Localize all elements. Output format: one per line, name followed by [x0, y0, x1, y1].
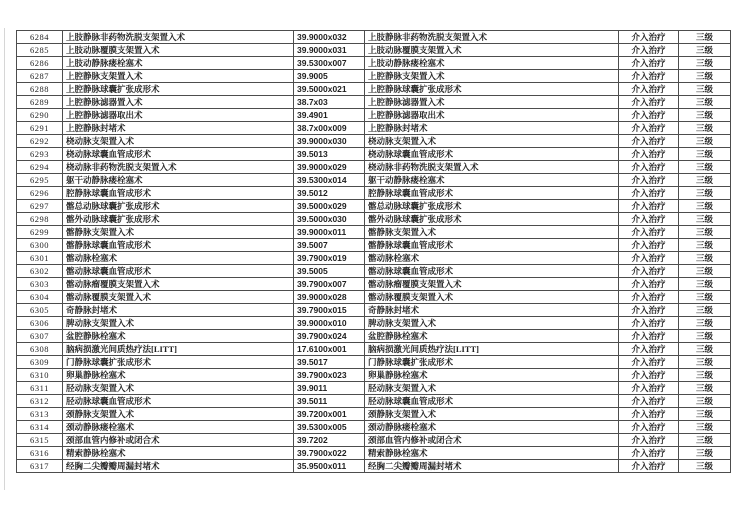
table-row	[17, 83, 731, 96]
table-row	[17, 408, 731, 421]
category-cell: 介入治疗	[619, 265, 679, 278]
procedure-code-cell: 39.7900x019	[294, 252, 365, 265]
level-cell: 三级	[679, 408, 731, 421]
category-cell: 介入治疗	[619, 408, 679, 421]
category-cell: 介入治疗	[619, 421, 679, 434]
table-row	[17, 291, 731, 304]
seq-cell: 6312	[17, 395, 63, 408]
category-cell: 介入治疗	[619, 330, 679, 343]
seq-cell: 6300	[17, 239, 63, 252]
seq-cell: 6295	[17, 174, 63, 187]
procedure-name-repeat-cell: 髂动脉栓塞术	[365, 252, 619, 265]
table-row	[17, 265, 731, 278]
table-row	[17, 109, 731, 122]
procedure-name-cell: 颈部血管内修补或闭合术	[63, 434, 294, 447]
table-row	[17, 31, 731, 44]
procedure-name-repeat-cell: 上肢动脉覆膜支架置入术	[365, 44, 619, 57]
table-row	[17, 395, 731, 408]
table-row	[17, 122, 731, 135]
table-row	[17, 135, 731, 148]
seq-cell: 6302	[17, 265, 63, 278]
procedure-code-cell: 39.5012	[294, 187, 365, 200]
procedure-name-cell: 桡动脉非药物洗脱支架置入术	[63, 161, 294, 174]
procedure-name-repeat-cell: 脑病损激光间质热疗法[LITT]	[365, 343, 619, 356]
seq-cell: 6311	[17, 382, 63, 395]
procedure-name-repeat-cell: 颈部血管内修补或闭合术	[365, 434, 619, 447]
procedure-name-repeat-cell: 门静脉球囊扩张成形术	[365, 356, 619, 369]
seq-cell: 6292	[17, 135, 63, 148]
level-cell: 三级	[679, 421, 731, 434]
table-row	[17, 187, 731, 200]
level-cell: 三级	[679, 83, 731, 96]
procedure-code-cell: 39.9000x032	[294, 31, 365, 44]
category-cell: 介入治疗	[619, 278, 679, 291]
procedure-name-cell: 桡动脉球囊血管成形术	[63, 148, 294, 161]
category-cell: 介入治疗	[619, 135, 679, 148]
category-cell: 介入治疗	[619, 226, 679, 239]
procedure-code-cell: 39.5300x005	[294, 421, 365, 434]
procedure-name-repeat-cell: 上腔静脉球囊扩张成形术	[365, 83, 619, 96]
table-row	[17, 369, 731, 382]
procedure-name-repeat-cell: 髂动脉覆膜支架置入术	[365, 291, 619, 304]
procedure-code-cell: 39.5011	[294, 395, 365, 408]
table-row	[17, 460, 731, 473]
procedure-code-cell: 39.7900x015	[294, 304, 365, 317]
category-cell: 介入治疗	[619, 369, 679, 382]
procedure-name-repeat-cell: 脾动脉支架置入术	[365, 317, 619, 330]
procedure-code-cell: 39.5300x014	[294, 174, 365, 187]
procedure-name-repeat-cell: 髂外动脉球囊扩张成形术	[365, 213, 619, 226]
level-cell: 三级	[679, 96, 731, 109]
procedure-name-repeat-cell: 髂静脉支架置入术	[365, 226, 619, 239]
page-edge-line	[4, 28, 5, 490]
procedure-code-cell: 39.7200x001	[294, 408, 365, 421]
seq-cell: 6297	[17, 200, 63, 213]
table-row	[17, 317, 731, 330]
procedure-name-cell: 奇静脉封堵术	[63, 304, 294, 317]
seq-cell: 6306	[17, 317, 63, 330]
procedure-name-cell: 门静脉球囊扩张成形术	[63, 356, 294, 369]
level-cell: 三级	[679, 369, 731, 382]
category-cell: 介入治疗	[619, 31, 679, 44]
procedure-code-cell: 39.7900x023	[294, 369, 365, 382]
seq-cell: 6315	[17, 434, 63, 447]
table-row	[17, 70, 731, 83]
procedure-name-cell: 上腔静脉封堵术	[63, 122, 294, 135]
table-row	[17, 174, 731, 187]
procedure-name-cell: 上肢动静脉瘘栓塞术	[63, 57, 294, 70]
category-cell: 介入治疗	[619, 187, 679, 200]
level-cell: 三级	[679, 265, 731, 278]
category-cell: 介入治疗	[619, 382, 679, 395]
procedure-name-repeat-cell: 髂总动脉球囊扩张成形术	[365, 200, 619, 213]
procedure-name-repeat-cell: 胫动脉球囊血管成形术	[365, 395, 619, 408]
category-cell: 介入治疗	[619, 161, 679, 174]
procedure-name-repeat-cell: 桡动脉非药物洗脱支架置入术	[365, 161, 619, 174]
procedure-name-cell: 颈动静脉瘘栓塞术	[63, 421, 294, 434]
procedure-name-repeat-cell: 腔静脉球囊血管成形术	[365, 187, 619, 200]
procedure-code-cell: 39.7900x007	[294, 278, 365, 291]
seq-cell: 6304	[17, 291, 63, 304]
procedure-name-cell: 躯干动静脉瘘栓塞术	[63, 174, 294, 187]
seq-cell: 6296	[17, 187, 63, 200]
procedure-name-repeat-cell: 胫动脉支架置入术	[365, 382, 619, 395]
table-row	[17, 148, 731, 161]
level-cell: 三级	[679, 226, 731, 239]
procedure-name-repeat-cell: 桡动脉球囊血管成形术	[365, 148, 619, 161]
procedure-name-cell: 经胸二尖瓣瓣周漏封堵术	[63, 460, 294, 473]
procedure-code-cell: 38.7x03	[294, 96, 365, 109]
category-cell: 介入治疗	[619, 434, 679, 447]
procedure-code-cell: 39.7900x024	[294, 330, 365, 343]
category-cell: 介入治疗	[619, 122, 679, 135]
procedure-name-cell: 盆腔静脉栓塞术	[63, 330, 294, 343]
seq-cell: 6317	[17, 460, 63, 473]
procedure-code-cell: 39.9011	[294, 382, 365, 395]
level-cell: 三级	[679, 434, 731, 447]
procedure-code-cell: 39.9005	[294, 70, 365, 83]
procedure-name-cell: 胫动脉球囊血管成形术	[63, 395, 294, 408]
level-cell: 三级	[679, 200, 731, 213]
procedure-name-cell: 精索静脉栓塞术	[63, 447, 294, 460]
procedure-name-cell: 上腔静脉支架置入术	[63, 70, 294, 83]
procedure-name-repeat-cell: 上腔静脉滤器取出术	[365, 109, 619, 122]
category-cell: 介入治疗	[619, 57, 679, 70]
table-row	[17, 382, 731, 395]
procedure-code-cell: 39.5300x007	[294, 57, 365, 70]
procedure-name-cell: 髂静脉球囊血管成形术	[63, 239, 294, 252]
procedure-name-repeat-cell: 髂静脉球囊血管成形术	[365, 239, 619, 252]
procedure-name-repeat-cell: 颈动静脉瘘栓塞术	[365, 421, 619, 434]
procedure-name-cell: 髂静脉支架置入术	[63, 226, 294, 239]
category-cell: 介入治疗	[619, 83, 679, 96]
seq-cell: 6308	[17, 343, 63, 356]
seq-cell: 6310	[17, 369, 63, 382]
level-cell: 三级	[679, 460, 731, 473]
seq-cell: 6285	[17, 44, 63, 57]
procedure-code-cell: 39.9000x010	[294, 317, 365, 330]
procedure-name-cell: 腔静脉球囊血管成形术	[63, 187, 294, 200]
procedure-code-cell: 39.5007	[294, 239, 365, 252]
category-cell: 介入治疗	[619, 239, 679, 252]
procedure-name-repeat-cell: 颈静脉支架置入术	[365, 408, 619, 421]
table-row	[17, 330, 731, 343]
procedure-name-cell: 脾动脉支架置入术	[63, 317, 294, 330]
level-cell: 三级	[679, 382, 731, 395]
procedure-name-cell: 髂动脉瘤覆膜支架置入术	[63, 278, 294, 291]
procedure-name-cell: 上腔静脉球囊扩张成形术	[63, 83, 294, 96]
seq-cell: 6301	[17, 252, 63, 265]
level-cell: 三级	[679, 317, 731, 330]
level-cell: 三级	[679, 239, 731, 252]
level-cell: 三级	[679, 252, 731, 265]
procedure-name-repeat-cell: 桡动脉支架置入术	[365, 135, 619, 148]
table-row	[17, 304, 731, 317]
seq-cell: 6309	[17, 356, 63, 369]
procedure-name-repeat-cell: 髂动脉球囊血管成形术	[365, 265, 619, 278]
procedure-code-table	[16, 30, 731, 473]
seq-cell: 6299	[17, 226, 63, 239]
procedure-code-cell: 39.9000x030	[294, 135, 365, 148]
procedure-code-cell: 39.7202	[294, 434, 365, 447]
level-cell: 三级	[679, 31, 731, 44]
procedure-name-cell: 髂外动脉球囊扩张成形术	[63, 213, 294, 226]
level-cell: 三级	[679, 213, 731, 226]
procedure-name-repeat-cell: 躯干动静脉瘘栓塞术	[365, 174, 619, 187]
procedure-code-cell: 39.5013	[294, 148, 365, 161]
level-cell: 三级	[679, 174, 731, 187]
procedure-name-repeat-cell: 奇静脉封堵术	[365, 304, 619, 317]
level-cell: 三级	[679, 330, 731, 343]
procedure-name-cell: 髂动脉栓塞术	[63, 252, 294, 265]
procedure-code-cell: 39.5005	[294, 265, 365, 278]
category-cell: 介入治疗	[619, 44, 679, 57]
procedure-name-repeat-cell: 上腔静脉封堵术	[365, 122, 619, 135]
procedure-name-cell: 上肢静脉非药物洗脱支架置入术	[63, 31, 294, 44]
seq-cell: 6288	[17, 83, 63, 96]
procedure-name-repeat-cell: 精索静脉栓塞术	[365, 447, 619, 460]
level-cell: 三级	[679, 278, 731, 291]
seq-cell: 6284	[17, 31, 63, 44]
seq-cell: 6314	[17, 421, 63, 434]
procedure-name-repeat-cell: 上肢静脉非药物洗脱支架置入术	[365, 31, 619, 44]
procedure-code-cell: 39.7900x022	[294, 447, 365, 460]
seq-cell: 6307	[17, 330, 63, 343]
seq-cell: 6293	[17, 148, 63, 161]
table-row	[17, 278, 731, 291]
level-cell: 三级	[679, 447, 731, 460]
procedure-code-cell: 39.9000x028	[294, 291, 365, 304]
table-row	[17, 57, 731, 70]
category-cell: 介入治疗	[619, 213, 679, 226]
level-cell: 三级	[679, 395, 731, 408]
level-cell: 三级	[679, 109, 731, 122]
procedure-name-cell: 髂总动脉球囊扩张成形术	[63, 200, 294, 213]
procedure-name-cell: 上腔静脉滤器取出术	[63, 109, 294, 122]
procedure-code-cell: 39.5017	[294, 356, 365, 369]
seq-cell: 6289	[17, 96, 63, 109]
seq-cell: 6291	[17, 122, 63, 135]
procedure-code-cell: 17.6100x001	[294, 343, 365, 356]
category-cell: 介入治疗	[619, 460, 679, 473]
table-row	[17, 200, 731, 213]
table-row	[17, 447, 731, 460]
level-cell: 三级	[679, 70, 731, 83]
procedure-name-repeat-cell: 上腔静脉滤器置入术	[365, 96, 619, 109]
category-cell: 介入治疗	[619, 174, 679, 187]
procedure-code-cell: 39.5000x029	[294, 200, 365, 213]
procedure-name-cell: 上腔静脉滤器置入术	[63, 96, 294, 109]
table-row	[17, 421, 731, 434]
procedure-code-cell: 39.9000x029	[294, 161, 365, 174]
table-row	[17, 356, 731, 369]
table-row	[17, 343, 731, 356]
procedure-code-cell: 39.5000x030	[294, 213, 365, 226]
procedure-name-cell: 桡动脉支架置入术	[63, 135, 294, 148]
seq-cell: 6305	[17, 304, 63, 317]
procedure-code-cell: 39.5000x021	[294, 83, 365, 96]
procedure-name-cell: 上肢动脉覆膜支架置入术	[63, 44, 294, 57]
seq-cell: 6298	[17, 213, 63, 226]
category-cell: 介入治疗	[619, 317, 679, 330]
seq-cell: 6287	[17, 70, 63, 83]
procedure-name-cell: 脑病损激光间质热疗法[LITT]	[63, 343, 294, 356]
procedure-name-repeat-cell: 卵巢静脉栓塞术	[365, 369, 619, 382]
category-cell: 介入治疗	[619, 447, 679, 460]
level-cell: 三级	[679, 148, 731, 161]
table-row	[17, 252, 731, 265]
category-cell: 介入治疗	[619, 343, 679, 356]
category-cell: 介入治疗	[619, 200, 679, 213]
category-cell: 介入治疗	[619, 96, 679, 109]
procedure-table-body	[17, 31, 731, 473]
procedure-name-repeat-cell: 上肢动静脉瘘栓塞术	[365, 57, 619, 70]
level-cell: 三级	[679, 304, 731, 317]
category-cell: 介入治疗	[619, 395, 679, 408]
procedure-name-repeat-cell: 髂动脉瘤覆膜支架置入术	[365, 278, 619, 291]
procedure-name-cell: 髂动脉球囊血管成形术	[63, 265, 294, 278]
category-cell: 介入治疗	[619, 304, 679, 317]
table-row	[17, 96, 731, 109]
procedure-name-cell: 颈静脉支架置入术	[63, 408, 294, 421]
category-cell: 介入治疗	[619, 252, 679, 265]
procedure-code-cell: 39.9000x031	[294, 44, 365, 57]
table-row	[17, 434, 731, 447]
table-row	[17, 161, 731, 174]
level-cell: 三级	[679, 291, 731, 304]
procedure-name-repeat-cell: 经胸二尖瓣瓣周漏封堵术	[365, 460, 619, 473]
procedure-code-cell: 35.9500x011	[294, 460, 365, 473]
level-cell: 三级	[679, 161, 731, 174]
procedure-name-cell: 卵巢静脉栓塞术	[63, 369, 294, 382]
category-cell: 介入治疗	[619, 291, 679, 304]
seq-cell: 6294	[17, 161, 63, 174]
category-cell: 介入治疗	[619, 109, 679, 122]
level-cell: 三级	[679, 44, 731, 57]
table-row	[17, 44, 731, 57]
seq-cell: 6313	[17, 408, 63, 421]
category-cell: 介入治疗	[619, 148, 679, 161]
level-cell: 三级	[679, 343, 731, 356]
category-cell: 介入治疗	[619, 356, 679, 369]
table-row	[17, 213, 731, 226]
category-cell: 介入治疗	[619, 70, 679, 83]
procedure-code-cell: 39.4901	[294, 109, 365, 122]
level-cell: 三级	[679, 356, 731, 369]
level-cell: 三级	[679, 57, 731, 70]
procedure-name-repeat-cell: 上腔静脉支架置入术	[365, 70, 619, 83]
seq-cell: 6286	[17, 57, 63, 70]
level-cell: 三级	[679, 135, 731, 148]
table-row	[17, 239, 731, 252]
procedure-name-repeat-cell: 盆腔静脉栓塞术	[365, 330, 619, 343]
seq-cell: 6303	[17, 278, 63, 291]
seq-cell: 6290	[17, 109, 63, 122]
level-cell: 三级	[679, 187, 731, 200]
seq-cell: 6316	[17, 447, 63, 460]
procedure-code-cell: 39.9000x011	[294, 226, 365, 239]
procedure-name-cell: 胫动脉支架置入术	[63, 382, 294, 395]
procedure-code-cell: 38.7x00x009	[294, 122, 365, 135]
procedure-name-cell: 髂动脉覆膜支架置入术	[63, 291, 294, 304]
level-cell: 三级	[679, 122, 731, 135]
table-row	[17, 226, 731, 239]
